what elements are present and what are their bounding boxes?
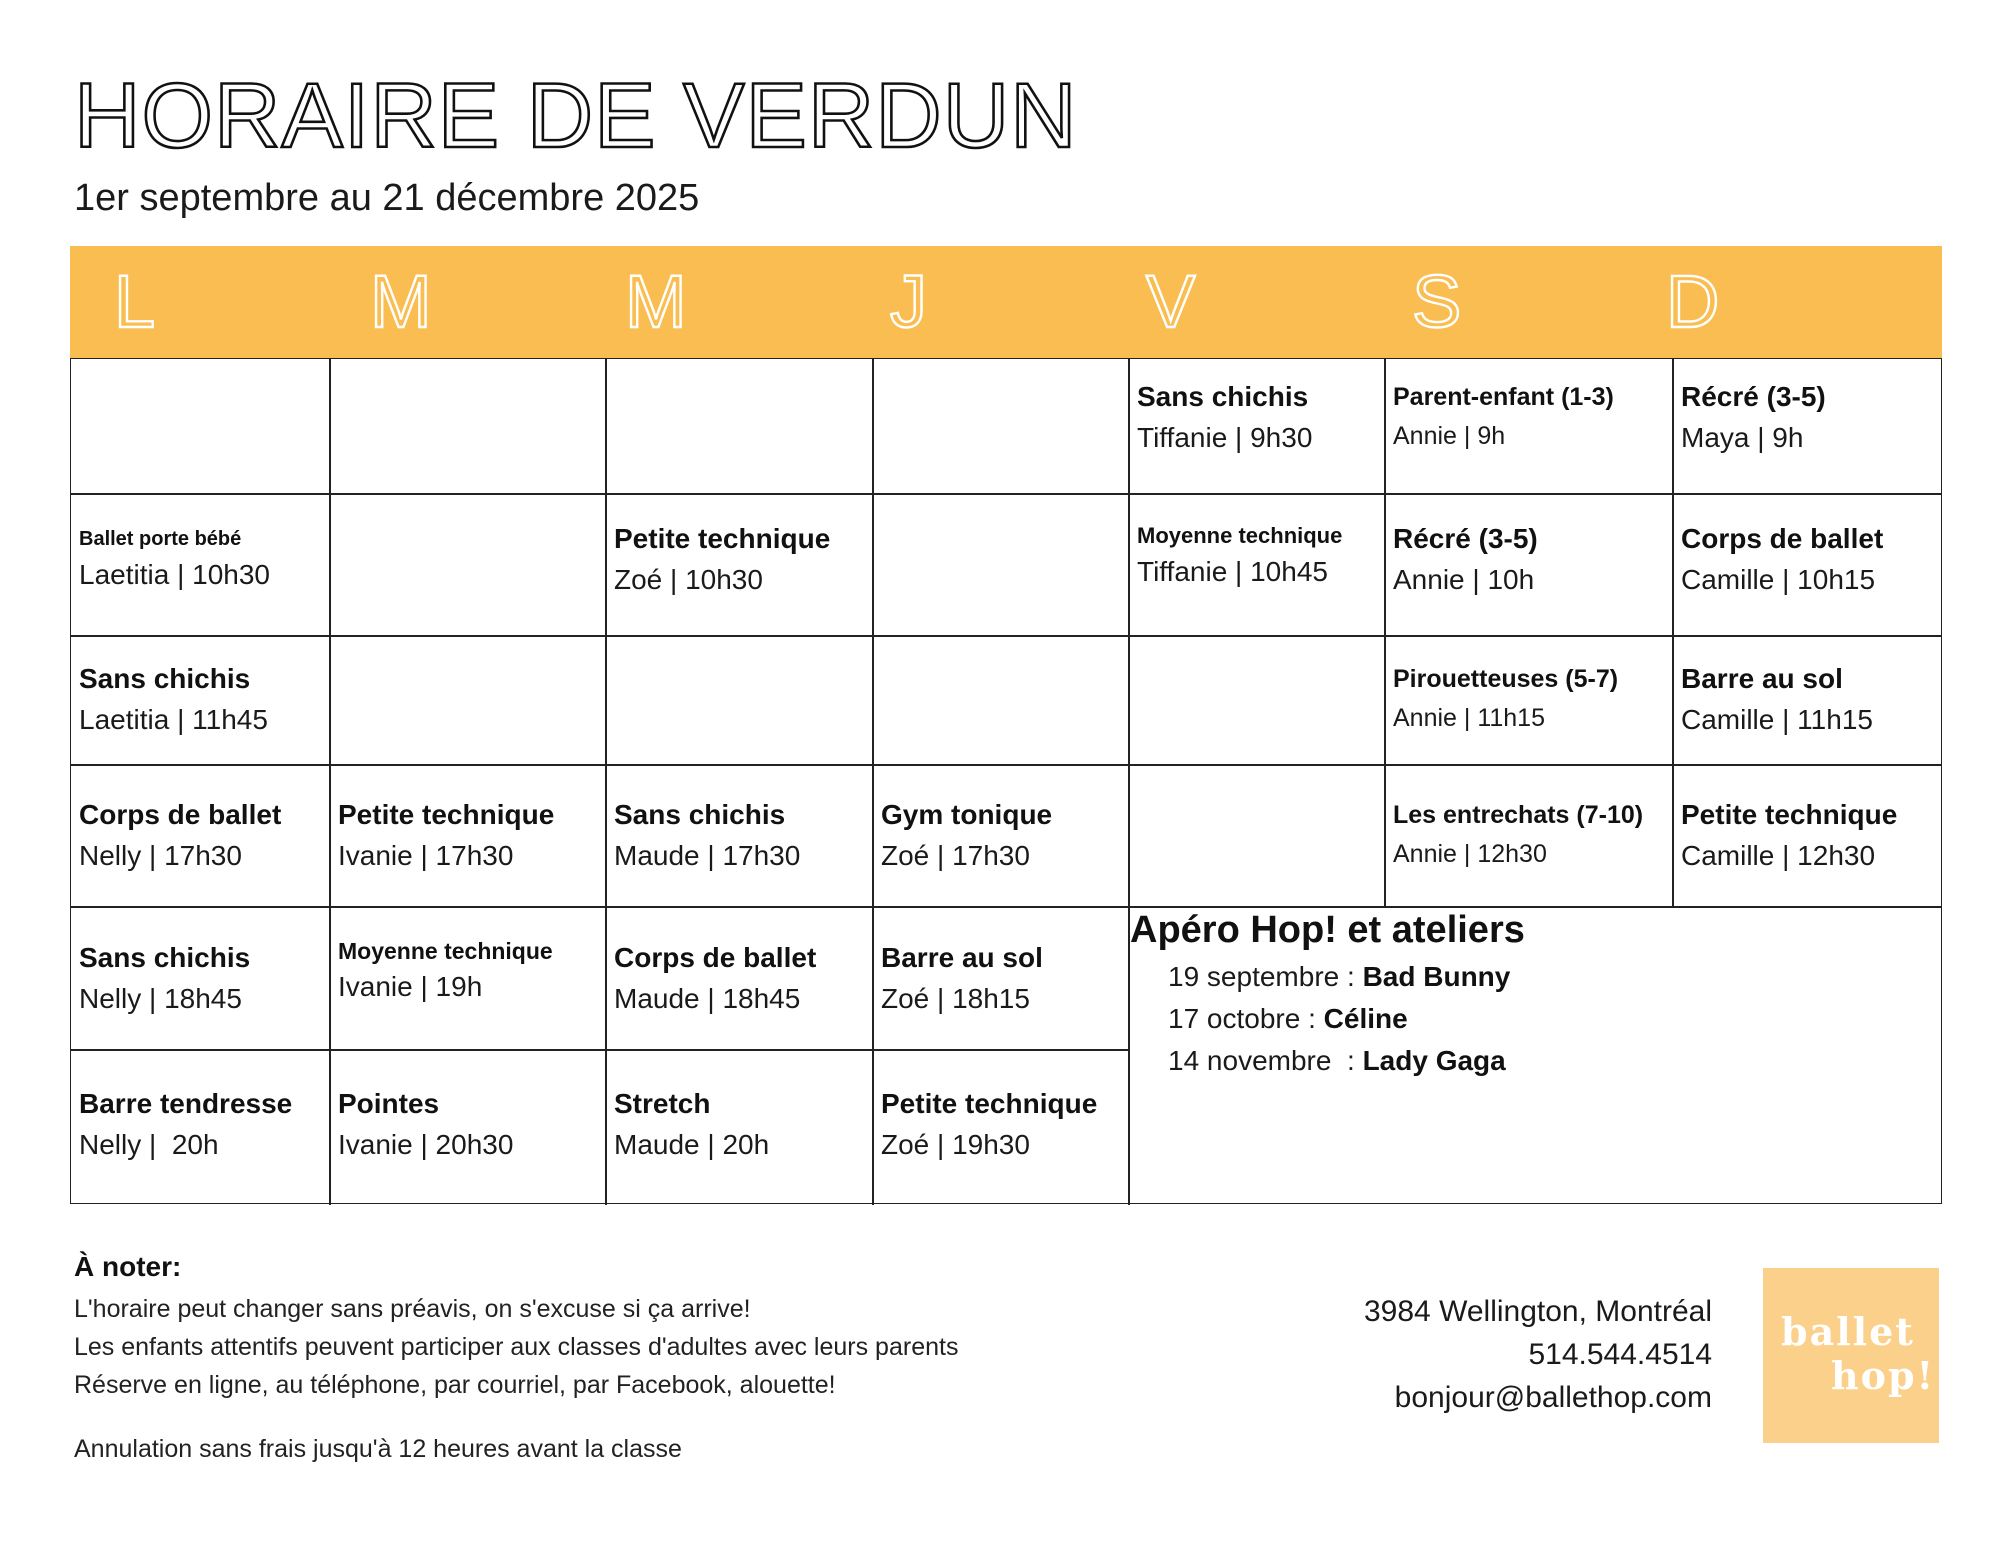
cancellation-note: Annulation sans frais jusqu'à 12 heures avant la classe (74, 1435, 682, 1463)
class-cell (1673, 377, 1941, 459)
class-info: Zoé | 10h30 (614, 564, 763, 595)
class-info: Tiffanie | 9h30 (1137, 422, 1313, 453)
class-name: Sans chichis (614, 799, 786, 830)
note-line: Réserve en ligne, au téléphone, par courriel, par Facebook, alouette! (74, 1371, 836, 1399)
class-cell (873, 1084, 1128, 1166)
day-samedi: S (1412, 260, 1462, 343)
note-line: Les enfants attentifs peuvent participer aux classes d'adultes avec leurs parents (74, 1333, 959, 1361)
class-cell (606, 938, 872, 1020)
event-date: 14 novembre : (1168, 1045, 1363, 1076)
logo-text-line2: hop! (1831, 1353, 1936, 1398)
class-cell (1673, 795, 1941, 877)
class-name: Récré (3-5) (1393, 523, 1538, 554)
class-name: Petite technique (1681, 799, 1898, 830)
class-cell (1129, 377, 1384, 459)
day-header-band (70, 246, 1942, 358)
class-info: Annie | 9h (1393, 422, 1506, 450)
class-name: Sans chichis (79, 663, 251, 694)
class-info: Camille | 12h30 (1681, 840, 1876, 871)
class-info: Zoé | 18h15 (881, 983, 1030, 1014)
class-info: Annie | 10h (1393, 564, 1535, 595)
class-cell (873, 795, 1128, 877)
date-range: 1er septembre au 21 décembre 2025 (74, 177, 700, 219)
class-cell (606, 795, 872, 877)
class-name: Parent-enfant (1-3) (1393, 383, 1614, 411)
class-cell (1385, 519, 1672, 601)
class-name: Sans chichis (79, 942, 251, 973)
class-info: Laetitia | 10h30 (79, 559, 270, 590)
note-line: L'horaire peut changer sans préavis, on s'excuse si ça arrive! (74, 1295, 751, 1323)
class-cell (330, 936, 605, 1008)
class-name: Moyenne technique (1137, 523, 1343, 548)
class-info: Maude | 20h (614, 1129, 770, 1160)
class-cell (330, 1084, 605, 1166)
notes-section (74, 1248, 1074, 1468)
class-cell (1385, 795, 1672, 873)
page-title: HORAIRE DE VERDUN (74, 65, 1078, 167)
ballet-hop-logo (1763, 1268, 1939, 1443)
events-title: Apéro Hop! et ateliers (1130, 909, 1525, 951)
class-name: Corps de ballet (614, 942, 817, 973)
class-name: Les entrechats (7-10) (1393, 801, 1644, 829)
class-name: Stretch (614, 1088, 711, 1119)
class-name: Barre au sol (1681, 663, 1843, 694)
class-cell (1385, 377, 1672, 455)
class-cell (1673, 519, 1941, 601)
class-cell (330, 795, 605, 877)
class-name: Petite technique (338, 799, 555, 830)
email-address[interactable]: bonjour@ballethop.com (1394, 1381, 1712, 1414)
class-info: Laetitia | 11h45 (79, 704, 268, 735)
class-name: Gym tonique (881, 799, 1053, 830)
class-cell (1385, 659, 1672, 737)
class-info: Maude | 18h45 (614, 983, 801, 1014)
class-info: Ivanie | 17h30 (338, 840, 514, 871)
phone-number[interactable]: 514.544.4514 (1528, 1338, 1712, 1371)
event-item (1168, 956, 1930, 998)
class-name: Moyenne technique (338, 938, 553, 964)
class-name: Corps de ballet (1681, 523, 1884, 554)
class-info: Annie | 12h30 (1393, 840, 1547, 868)
class-name: Récré (3-5) (1681, 381, 1826, 412)
class-name: Petite technique (881, 1088, 1098, 1119)
class-cell (873, 938, 1128, 1020)
class-info: Maya | 9h (1681, 422, 1804, 453)
class-name: Corps de ballet (79, 799, 282, 830)
day-jeudi: J (890, 260, 927, 343)
class-info: Nelly | 18h45 (79, 983, 242, 1014)
class-cell (1673, 659, 1941, 741)
class-name: Barre tendresse (79, 1088, 293, 1119)
class-cell (71, 1084, 329, 1166)
class-cell (71, 659, 329, 741)
day-vendredi: V (1146, 260, 1196, 343)
class-name: Pirouetteuses (5-7) (1393, 665, 1619, 693)
event-name: Bad Bunny (1362, 961, 1511, 992)
class-cell (606, 519, 872, 601)
event-item (1168, 1040, 1930, 1082)
class-cell (606, 1084, 872, 1166)
class-info: Zoé | 19h30 (881, 1129, 1030, 1160)
notes-heading: À noter: (74, 1251, 182, 1282)
class-cell (1129, 521, 1384, 593)
event-date: 17 octobre : (1168, 1003, 1324, 1034)
events-panel (1130, 904, 1930, 1082)
contact-block (1364, 1290, 1712, 1419)
class-name: Sans chichis (1137, 381, 1309, 412)
event-date: 19 septembre : (1168, 961, 1363, 992)
day-mardi: M (370, 260, 432, 343)
class-cell (71, 938, 329, 1020)
class-info: Ivanie | 19h (338, 971, 483, 1002)
class-info: Zoé | 17h30 (881, 840, 1030, 871)
class-info: Camille | 10h15 (1681, 564, 1876, 595)
class-name: Ballet porte bébé (79, 528, 242, 550)
day-dimanche: D (1666, 260, 1720, 343)
logo-text-line1: ballet (1781, 1309, 1915, 1354)
address: 3984 Wellington, Montréal (1364, 1295, 1712, 1328)
day-mercredi: M (625, 260, 687, 343)
class-info: Maude | 17h30 (614, 840, 801, 871)
day-lundi: L (114, 260, 156, 343)
event-name: Lady Gaga (1362, 1045, 1506, 1076)
class-info: Ivanie | 20h30 (338, 1129, 514, 1160)
event-name: Céline (1323, 1003, 1408, 1034)
class-info: Annie | 11h15 (1393, 704, 1545, 732)
class-name: Petite technique (614, 523, 831, 554)
class-info: Tiffanie | 10h45 (1137, 556, 1328, 587)
class-info: Camille | 11h15 (1681, 704, 1873, 735)
class-info: Nelly | 17h30 (79, 840, 242, 871)
class-name: Pointes (338, 1088, 440, 1119)
class-info: Nelly | 20h (79, 1129, 219, 1160)
class-name: Barre au sol (881, 942, 1043, 973)
class-cell (71, 795, 329, 877)
event-item (1168, 998, 1930, 1040)
class-cell (71, 524, 329, 596)
